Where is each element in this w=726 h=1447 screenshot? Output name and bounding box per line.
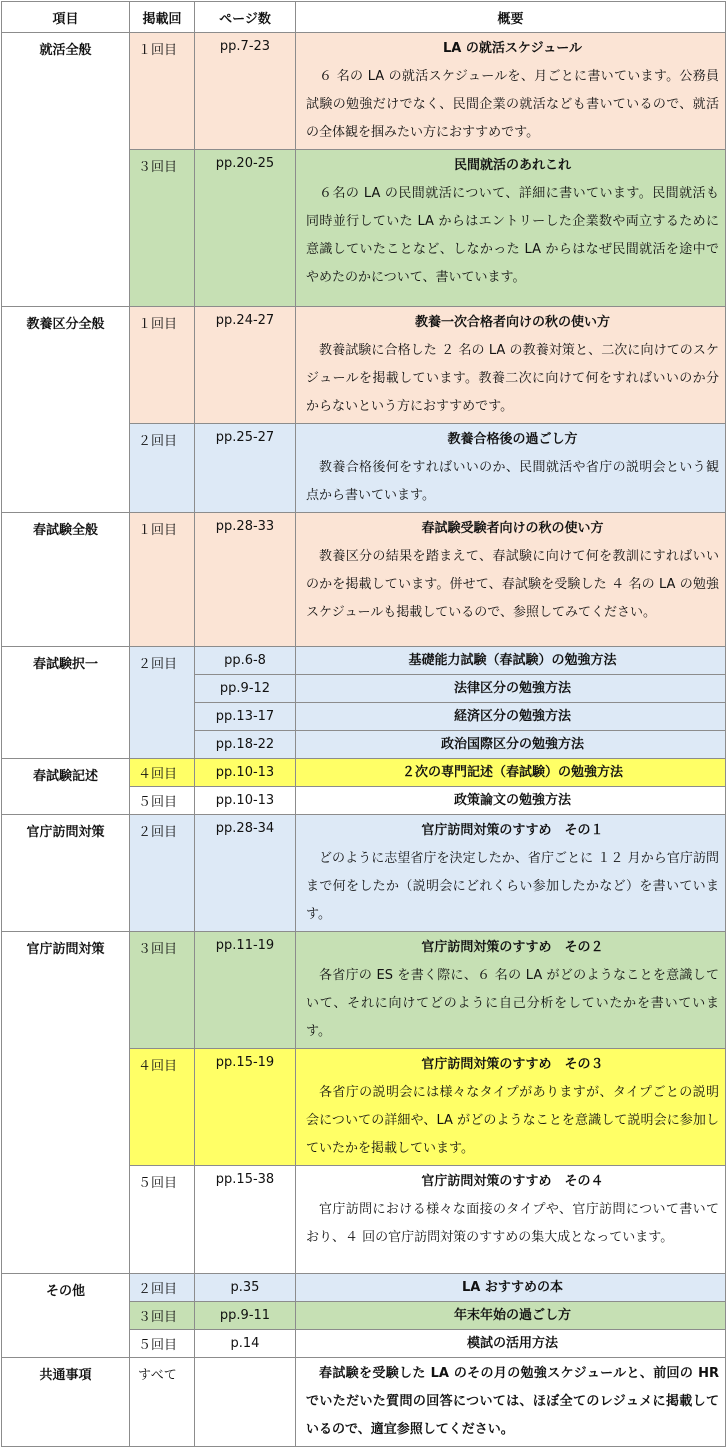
- schedule-table: [1, 1, 726, 1447]
- summary-desc: 各省庁の ES を書く際に、６ 名の LA がどのようなことを意識していて、それに向けてどのように自己分析をしていたかを書いています。: [306, 968, 719, 1039]
- pages-cell: pp.15-19: [195, 1049, 296, 1166]
- summary-title: 年末年始の過ごし方: [453, 1307, 571, 1323]
- pages-cell: pp.9-12: [195, 675, 296, 703]
- summary-title: LA の就活スケジュール: [442, 41, 583, 56]
- summary-title: 官庁訪問対策のすすめ その１: [421, 823, 604, 838]
- summary-cell: [296, 787, 726, 815]
- summary-desc: ６名の LA の民間就活について、詳細に書いています。民間就活も同時並行していた LA からはエントリーした企業数や両立するために意識していたことなど、しなかった LA からはなぜ民間就活を途中でやめたのかについて、書いています。: [306, 186, 719, 285]
- pages-cell: pp.15-38: [195, 1166, 296, 1274]
- pages-cell: pp.18-22: [195, 731, 296, 759]
- header-episode: 掲載回: [130, 2, 195, 33]
- summary-cell: [296, 731, 726, 759]
- table-row: [2, 1274, 726, 1302]
- summary-title: LA おすすめの本: [461, 1279, 563, 1295]
- header-category: 項目: [2, 2, 130, 33]
- category-cell: 教養区分全般: [2, 307, 130, 513]
- episode-cell: ３回目: [130, 1302, 195, 1330]
- episode-cell: １回目: [130, 307, 195, 424]
- summary-title: 官庁訪問対策のすすめ その３: [421, 1057, 604, 1072]
- summary-title: 法律区分の勉強方法: [453, 680, 571, 696]
- pages-cell: p.35: [195, 1274, 296, 1302]
- pages-cell: pp.9-11: [195, 1302, 296, 1330]
- pages-cell: pp.20-25: [195, 150, 296, 307]
- summary-title: 政治国際区分の勉強方法: [440, 736, 584, 752]
- summary-cell: [296, 1302, 726, 1330]
- summary-cell: [296, 932, 726, 1049]
- pages-cell: p.14: [195, 1330, 296, 1358]
- table-row: [2, 513, 726, 647]
- summary-title: 官庁訪問対策のすすめ その４: [421, 1174, 604, 1189]
- category-cell: 春試験択一: [2, 647, 130, 759]
- summary-desc: 教養試験に合格した ２ 名の LA の教養対策と、二次に向けてのスケジュールを掲載しています。教養二次に向けて何をすればいいのか分からないという方におすすめです。: [306, 343, 719, 414]
- table-row: [2, 33, 726, 150]
- table-row: [2, 1358, 726, 1447]
- pages-cell: pp.7-23: [195, 33, 296, 150]
- category-cell: 就活全般: [2, 33, 130, 307]
- summary-cell: [296, 703, 726, 731]
- summary-cell: [296, 33, 726, 150]
- summary-desc: 教養区分の結果を踏まえて、春試験に向けて何を教訓にすればいいのかを掲載しています。併せて、春試験を受験した ４ 名の LA の勉強スケジュールも掲載しているので、参照してみてください。: [306, 549, 719, 620]
- summary-title: 民間就活のあれこれ: [453, 158, 571, 173]
- pages-cell: pp.10-13: [195, 787, 296, 815]
- pages-cell: pp.6-8: [195, 647, 296, 675]
- summary-desc: ６ 名の LA の就活スケジュールを、月ごとに書いています。公務員試験の勉強だけでなく、民間企業の就活なども書いているので、就活の全体観を掴みたい方におすすめです。: [306, 69, 719, 140]
- summary-title: 経済区分の勉強方法: [453, 708, 571, 724]
- episode-cell: ３回目: [130, 150, 195, 307]
- table-row: [2, 307, 726, 424]
- pages-cell: pp.25-27: [195, 424, 296, 513]
- episode-cell: ５回目: [130, 787, 195, 815]
- summary-title: 教養合格後の過ごし方: [447, 432, 578, 447]
- summary-title: ２次の専門記述（春試験）の勉強方法: [401, 764, 623, 780]
- summary-desc: どのように志望省庁を決定したか、省庁ごとに １２ 月から官庁訪問まで何をしたか（説明会にどれくらい参加したかなど）を書いています。: [306, 851, 719, 922]
- summary-title: 官庁訪問対策のすすめ その２: [421, 940, 604, 955]
- summary-title: 春試験受験者向けの秋の使い方: [421, 521, 604, 536]
- episode-cell: ２回目: [130, 424, 195, 513]
- summary-cell: [296, 150, 726, 307]
- episode-cell: すべて: [130, 1358, 195, 1447]
- table-row: [2, 932, 726, 1049]
- pages-cell: [195, 1358, 296, 1447]
- category-cell: 官庁訪問対策: [2, 815, 130, 932]
- pages-cell: pp.28-33: [195, 513, 296, 647]
- summary-title: 教養一次合格者向けの秋の使い方: [414, 315, 610, 330]
- episode-cell: ２回目: [130, 815, 195, 932]
- summary-cell: [296, 1049, 726, 1166]
- pages-cell: pp.24-27: [195, 307, 296, 424]
- summary-desc: 教養合格後何をすればいいのか、民間就活や省庁の説明会という観点から書いています。: [306, 460, 719, 503]
- summary-cell: [296, 675, 726, 703]
- summary-cell: [296, 424, 726, 513]
- episode-cell: １回目: [130, 513, 195, 647]
- episode-cell: １回目: [130, 33, 195, 150]
- episode-cell: ４回目: [130, 759, 195, 787]
- pages-cell: pp.13-17: [195, 703, 296, 731]
- table-row: [2, 815, 726, 932]
- episode-cell: ５回目: [130, 1166, 195, 1274]
- summary-cell: [296, 1330, 726, 1358]
- category-cell: 共通事項: [2, 1358, 130, 1447]
- episode-cell: ２回目: [130, 1274, 195, 1302]
- summary-title: 政策論文の勉強方法: [453, 792, 571, 808]
- category-cell: その他: [2, 1274, 130, 1358]
- summary-cell: [296, 1358, 726, 1447]
- summary-desc: 各省庁の説明会には様々なタイプがありますが、タイプごとの説明会についての詳細や、LA がどのようなことを意識して説明会に参加していたかを掲載しています。: [306, 1085, 719, 1156]
- summary-cell: [296, 1274, 726, 1302]
- category-cell: 春試験全般: [2, 513, 130, 647]
- episode-cell: ３回目: [130, 932, 195, 1049]
- episode-cell: ５回目: [130, 1330, 195, 1358]
- pages-cell: pp.28-34: [195, 815, 296, 932]
- summary-cell: [296, 759, 726, 787]
- summary-cell: [296, 513, 726, 647]
- summary-desc: 春試験を受験した LA のその月の勉強スケジュールと、前回の HR でいただいた質問の回答については、ほぼ全てのレジュメに掲載しているので、適宜参照してください。: [306, 1366, 719, 1437]
- summary-cell: [296, 647, 726, 675]
- summary-title: 基礎能力試験（春試験）の勉強方法: [408, 652, 617, 668]
- summary-cell: [296, 307, 726, 424]
- episode-cell: ４回目: [130, 1049, 195, 1166]
- category-cell: 春試験記述: [2, 759, 130, 815]
- summary-desc: 官庁訪問における様々な面接のタイプや、官庁訪問について書いており、４ 回の官庁訪問対策のすすめの集大成となっています。: [306, 1202, 719, 1245]
- category-cell: 官庁訪問対策: [2, 932, 130, 1274]
- pages-cell: pp.10-13: [195, 759, 296, 787]
- table-row: [2, 759, 726, 787]
- summary-cell: [296, 1166, 726, 1274]
- header-pages: ページ数: [195, 2, 296, 33]
- summary-cell: [296, 815, 726, 932]
- summary-title: 模試の活用方法: [466, 1335, 558, 1351]
- table-row: [2, 647, 726, 675]
- pages-cell: pp.11-19: [195, 932, 296, 1049]
- header-summary: 概要: [296, 2, 726, 33]
- episode-cell: ２回目: [130, 647, 195, 759]
- header-row: [2, 2, 726, 33]
